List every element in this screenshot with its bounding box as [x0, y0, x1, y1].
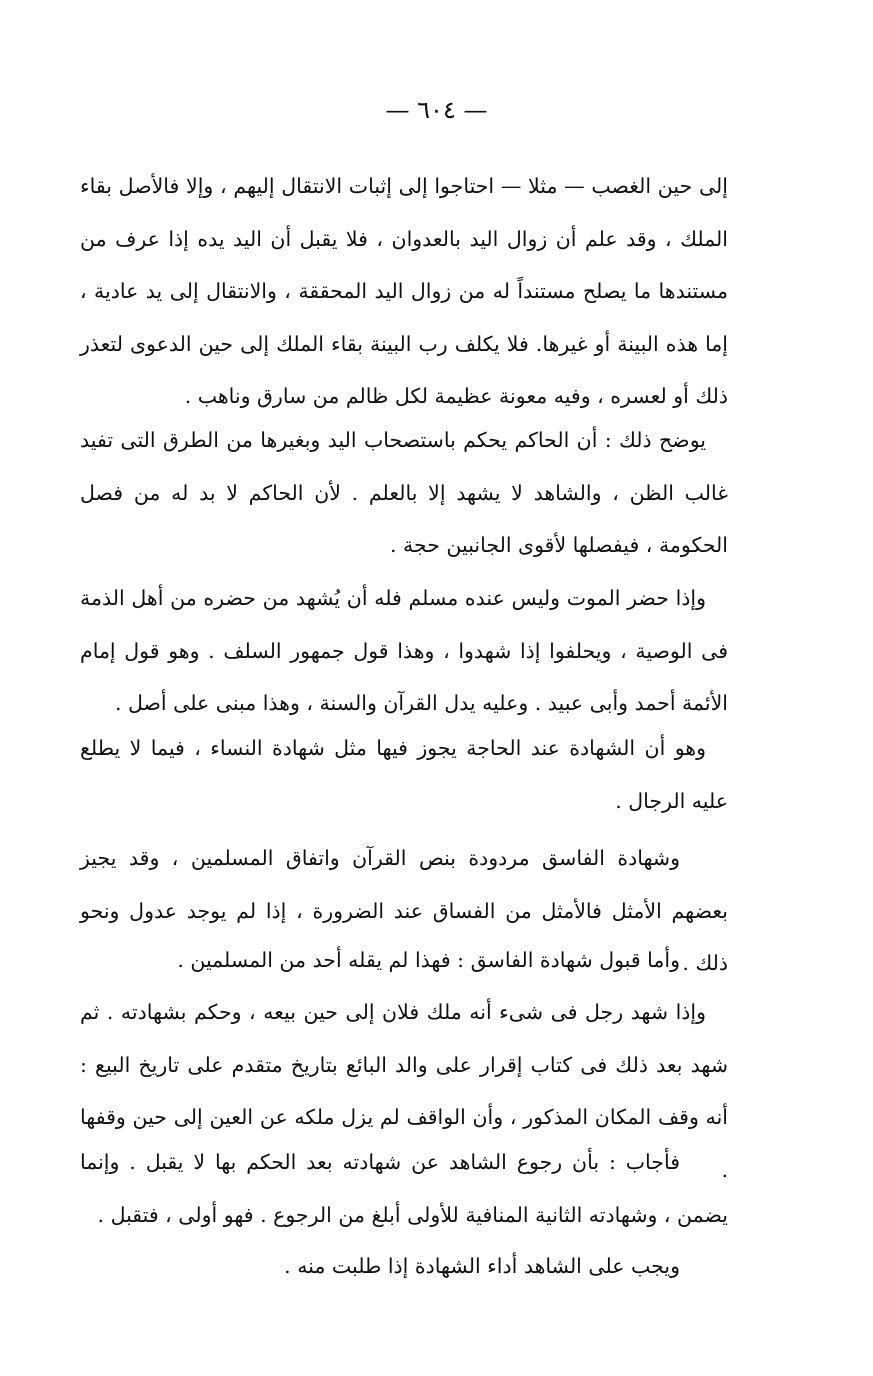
paragraph-answer — [80, 1136, 728, 1241]
paragraph-women-testimony — [80, 722, 728, 827]
paragraph-fasiq-acceptance — [80, 934, 728, 987]
paragraph-clarification — [80, 414, 728, 572]
paragraph-continuation — [80, 160, 728, 423]
paragraph-duty — [80, 1240, 728, 1293]
paragraph-text: فأجاب : بأن رجوع الشاهد عن شهادته بعد الحكم بها لا يقبل . وإنما يضمن ، وشهادته الثانية المنافية للأولى أبلغ من الرجوع . فهو أولى ، فتقبل . — [80, 1150, 728, 1227]
paragraph-text: يوضح ذلك : أن الحاكم يحكم باستصحاب اليد وبغيرها من الطرق التى تفيد غالب الظن ، والشاهد لا يشهد إلا بالعلم . لأن الحاكم لا بد له من فصل الحكومة ، فيفصلها لأقوى الجانبين حجة . — [80, 428, 728, 557]
paragraph-text: إلى حين الغصب — مثلا — احتاجوا إلى إثبات الانتقال إليهم ، وإلا فالأصل بقاء الملك ، وقد علم أن زوال اليد بالعدوان ، فلا يقبل أن اليد يده إذا عرف من مستندها ما يصلح مستنداً له من زوال اليد المحققة ، والانتقال إلى يد عادية ، إما هذه البينة أو غيرها. فلا يكلف رب البينة بقاء الملك إلى حين الدعوى لتعذر ذلك أو لعسره ، وفيه معونة عظيمة لكل ظالم من سارق وناهب . — [80, 174, 728, 408]
paragraph-text: وإذا حضر الموت وليس عنده مسلم فله أن يُشهد من حضره من أهل الذمة فى الوصية ، ويحلفوا إذا شهدوا ، وهذا قول جمهور السلف . وهو قول إمام الأئمة أحمد وأبى عبيد . وعليه يدل القرآن والسنة ، وهذا مبنى على أصل . — [80, 586, 728, 715]
paragraph-text: وهو أن الشهادة عند الحاجة يجوز فيها مثل شهادة النساء ، فيما لا يطلع عليه الرجال . — [80, 736, 728, 813]
paragraph-text: وأما قبول شهادة الفاسق : فهذا لم يقله أحد من المسلمين . — [177, 948, 680, 972]
paragraph-text: وإذا شهد رجل فى شىء أنه ملك فلان إلى حين بيعه ، وحكم بشهادته . ثم شهد بعد ذلك فى كتاب إقرار على والد البائع بتاريخ متقدم على تاريخ البيع : أنه وقف المكان المذكور ، وأن الواقف لم يزل ملكه عن العين إلى حين وقفها . — [80, 1000, 728, 1182]
paragraph-dhimmi-testimony — [80, 572, 728, 730]
page-number: — ٦٠٤ — — [385, 96, 488, 124]
paragraph-text: ويجب على الشاهد أداء الشهادة إذا طلبت منه . — [284, 1254, 680, 1278]
paragraph-text: وشهادة الفاسق مردودة بنص القرآن واتفاق المسلمين ، وقد يجيز بعضهم الأمثل فالأمثل من الفساق عند الضرورة ، إذا لم يوجد عدول ونحو ذلك . — [80, 846, 728, 975]
